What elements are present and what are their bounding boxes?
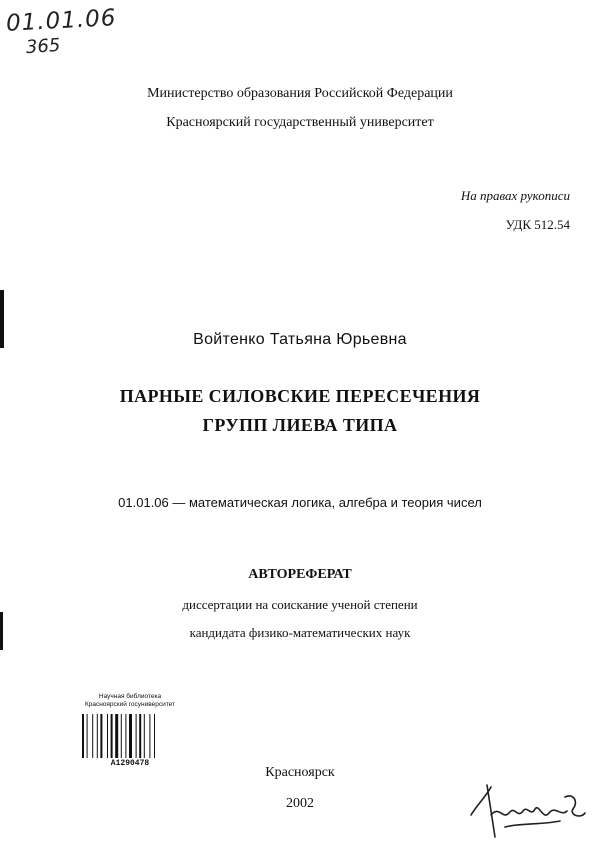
specialty-line: 01.01.06 — математическая логика, алгебра и теория чисел: [118, 495, 482, 510]
barcode-bar: [139, 714, 141, 758]
barcode-bar: [125, 714, 126, 758]
barcode-bar: [92, 714, 93, 758]
handwritten-number: 365: [25, 34, 62, 59]
manuscript-rights-note: На правах рукописи: [460, 188, 570, 203]
barcode-bar: [144, 714, 145, 758]
barcode-bar: [136, 714, 137, 758]
barcode-bar: [121, 714, 122, 758]
barcode-bar: [107, 714, 108, 758]
barcode: [80, 714, 180, 758]
barcode-bar: [149, 714, 150, 758]
stamp-library-name: Научная библиотека: [98, 693, 162, 700]
handwritten-specialty-code: 01.01.06: [5, 5, 118, 37]
library-stamp: [76, 693, 184, 768]
university-name: Красноярский государственный университет: [166, 115, 434, 130]
barcode-bar: [100, 714, 102, 758]
document-type: АВТОРЕФЕРАТ: [248, 567, 352, 582]
barcode-bar: [97, 714, 98, 758]
thesis-title-line-1: ПАРНЫЕ СИЛОВСКИЕ ПЕРЕСЕЧЕНИЯ: [119, 386, 481, 406]
barcode-bar: [115, 714, 118, 758]
publication-year: 2002: [286, 796, 314, 811]
author-name: Войтенко Татьяна Юрьевна: [193, 331, 407, 348]
ministry-name: Министерство образования Российской Федерации: [147, 86, 453, 101]
barcode-number: A1290478: [110, 759, 150, 768]
handwritten-signature: [465, 775, 590, 845]
barcode-bar: [154, 714, 155, 758]
dissertation-line-1: диссертации на соискание ученой степени: [182, 597, 418, 612]
publication-city: Красноярск: [265, 765, 335, 780]
barcode-bar: [87, 714, 88, 758]
thesis-title-line-2: ГРУПП ЛИЕВА ТИПА: [202, 415, 398, 435]
dissertation-line-2: кандидата физико-математических наук: [189, 625, 411, 640]
udk-code: УДК 512.54: [505, 217, 570, 232]
barcode-bar: [82, 714, 84, 758]
barcode-bar: [129, 714, 132, 758]
barcode-bar: [111, 714, 113, 758]
stamp-university-name: Красноярский госуниверситет: [84, 701, 176, 708]
